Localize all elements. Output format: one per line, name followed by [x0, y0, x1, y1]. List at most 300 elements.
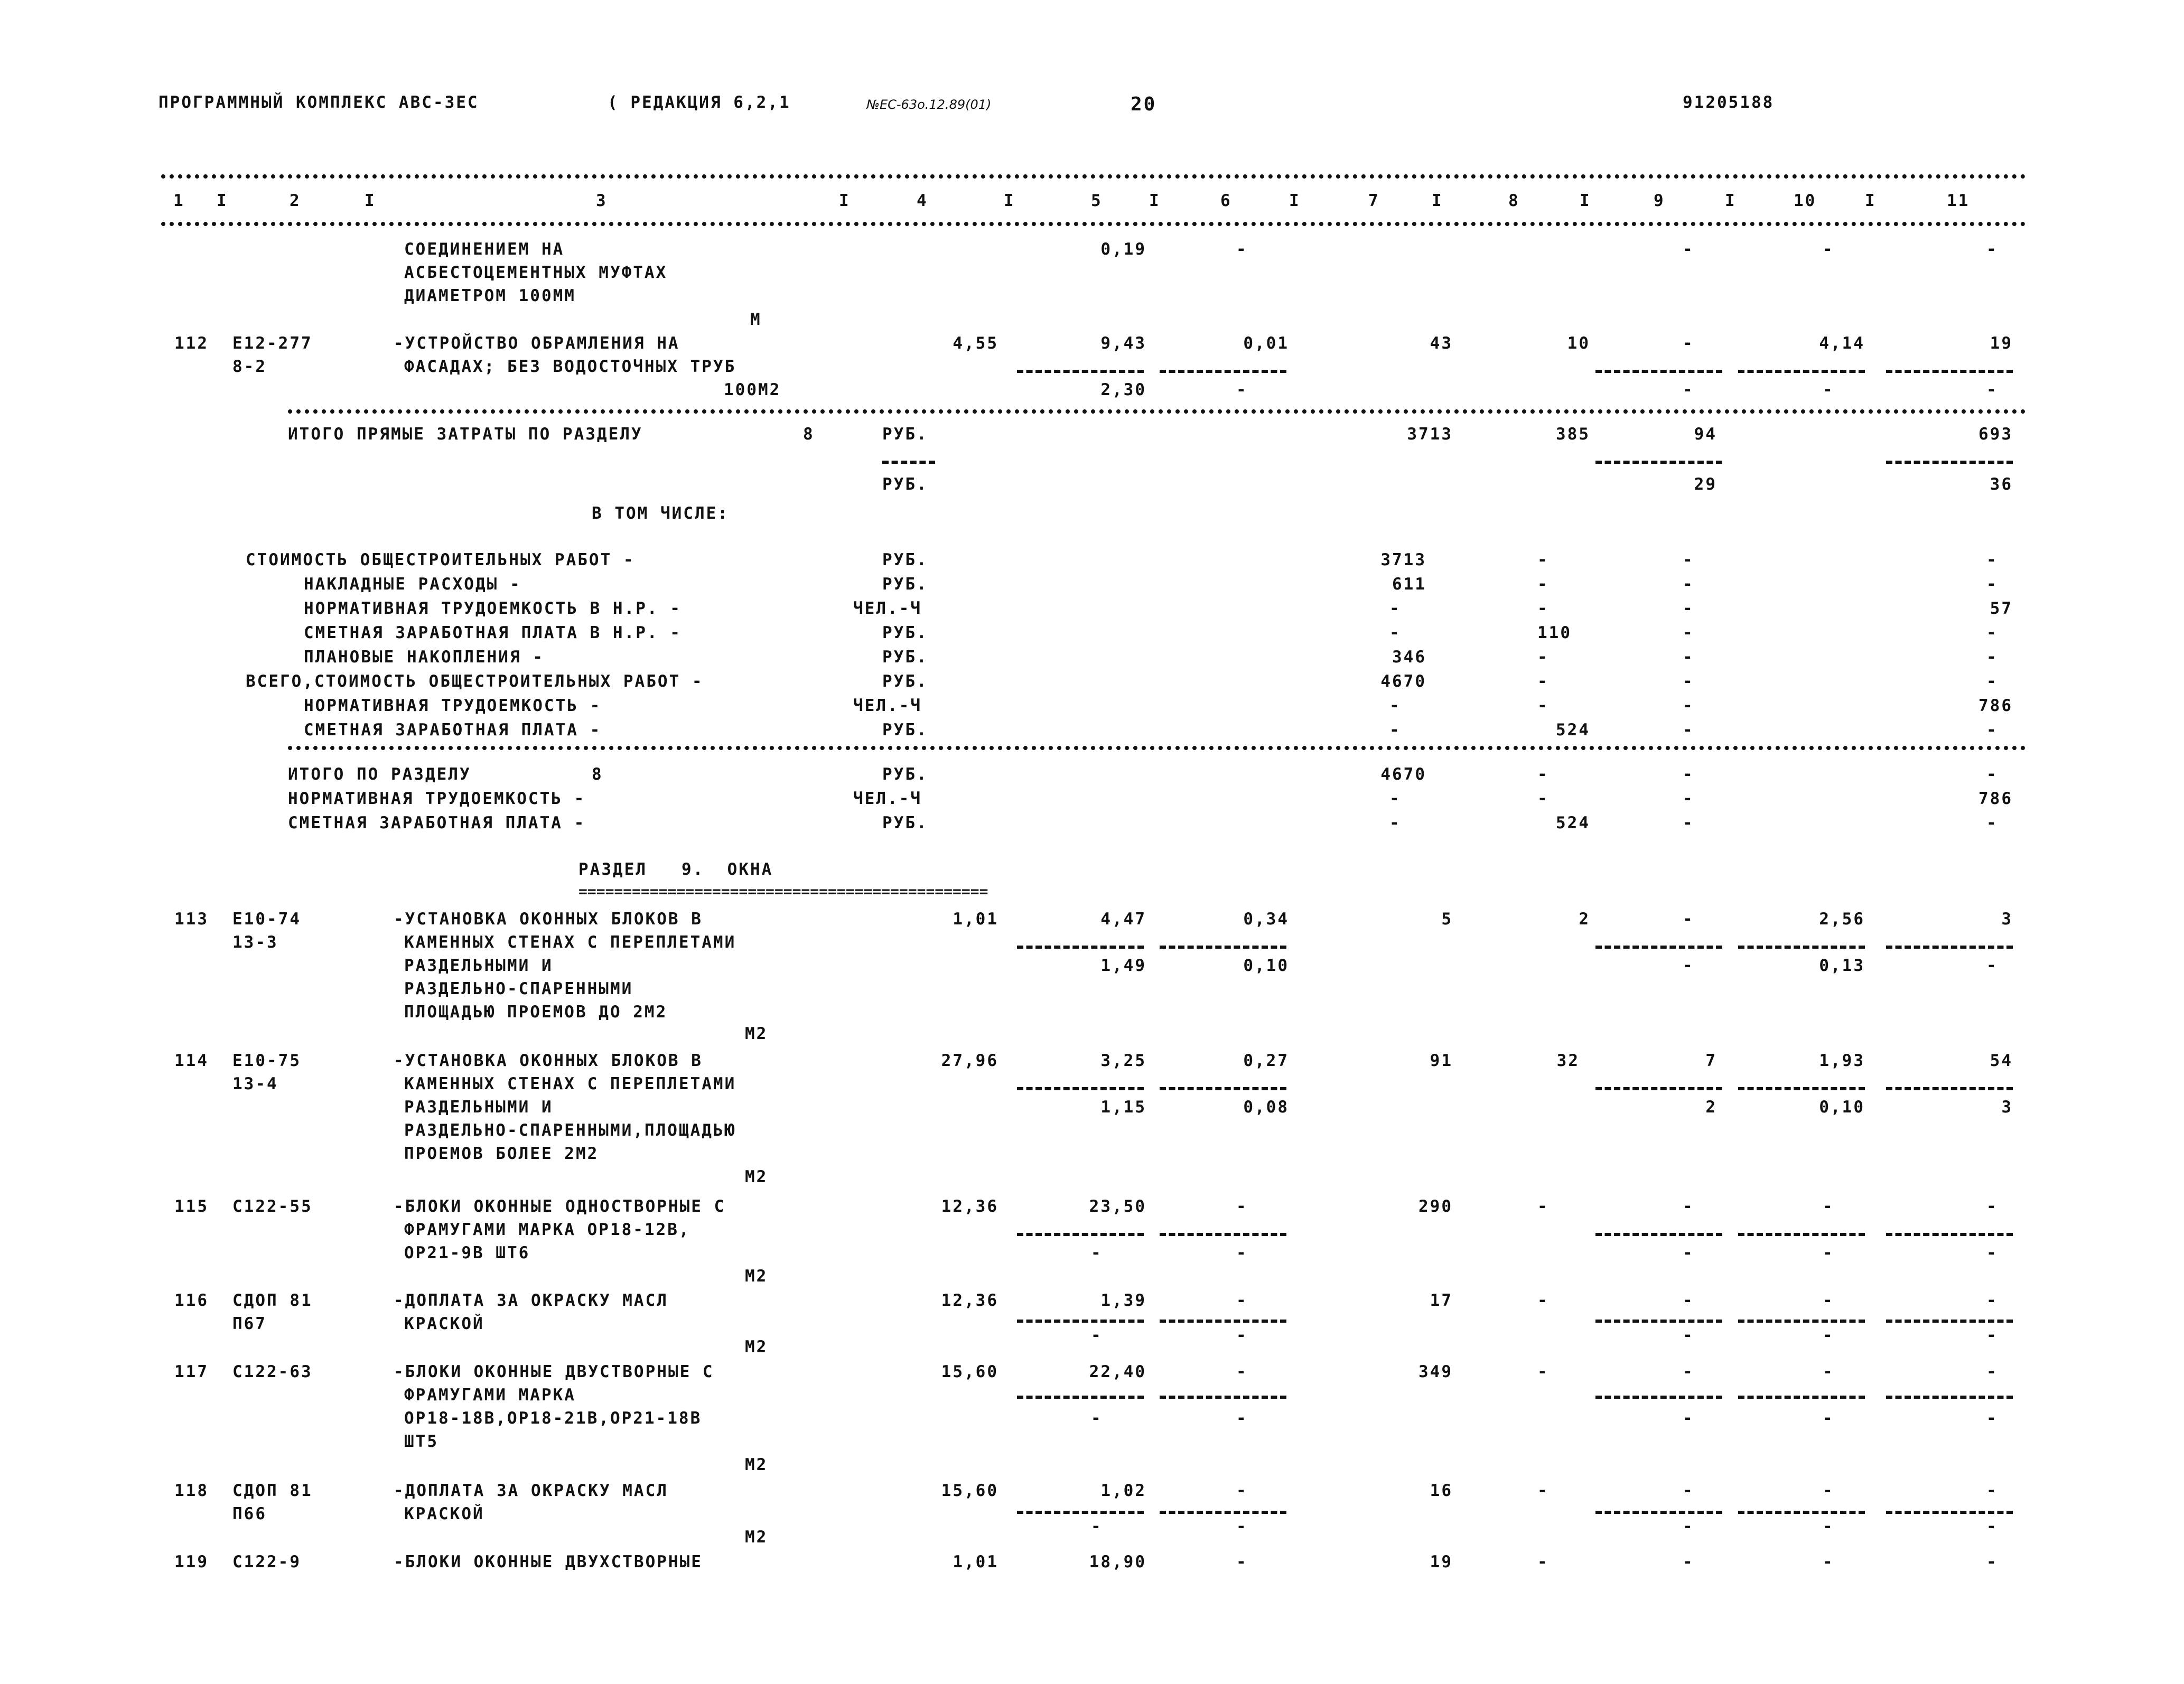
row-number: 118: [174, 1481, 209, 1500]
total-c7: 3713: [1407, 425, 1453, 444]
column-separator: I: [1725, 191, 1737, 210]
summary-c9: -: [1683, 599, 1694, 618]
cell-divider: [1886, 461, 2013, 464]
cell-c8: -: [1537, 1481, 1549, 1500]
total-c9-sub: 29: [1694, 475, 1717, 494]
summary-c8: -: [1537, 599, 1549, 618]
cell-c10: 4,14: [1819, 334, 1865, 353]
column-separator: I: [1580, 191, 1591, 210]
cell-c9: -: [1683, 240, 1694, 259]
column-separator: I: [217, 191, 228, 210]
cell-c10-sub: 0,10: [1819, 1098, 1865, 1117]
summary-c9: -: [1683, 550, 1694, 569]
cell-c11: 54: [1990, 1051, 2013, 1070]
row-code: Е10-74: [232, 910, 301, 929]
cell-c7: 16: [1430, 1481, 1453, 1500]
row-desc: КРАСКОЙ: [404, 1314, 484, 1333]
section-total-number: 8: [592, 765, 603, 784]
summary-label: СТОИМОСТЬ ОБЩЕСТРОИТЕЛЬНЫХ РАБОТ -: [246, 550, 635, 569]
cell-divider: [1160, 1233, 1286, 1236]
summary-c7: -: [1389, 623, 1401, 642]
row-unit: 100М2: [724, 380, 781, 399]
cell-c5: 3,25: [1100, 1051, 1146, 1070]
cell-c4: 12,36: [941, 1197, 998, 1216]
cell-c6: -: [1236, 1291, 1248, 1310]
row-desc: КАМЕННЫХ СТЕНАХ С ПЕРЕПЛЕТАМИ: [404, 933, 736, 952]
total-section-number: 8: [803, 425, 815, 444]
row-unit: М2: [745, 1455, 768, 1474]
cell-c10: -: [1823, 1362, 1834, 1381]
cell-c6: 0,34: [1243, 910, 1289, 929]
cell-c9-sub: -: [1683, 956, 1694, 975]
row-desc: ОР21-9В ШТ6: [404, 1243, 530, 1262]
total-unit: РУБ.: [882, 425, 928, 444]
cell-c9-sub: -: [1683, 380, 1694, 399]
summary-unit: РУБ.: [882, 721, 928, 740]
row-unit: М2: [745, 1167, 768, 1186]
section-total-c8: -: [1537, 765, 1549, 784]
summary-label: НАКЛАДНЫЕ РАСХОДЫ -: [304, 575, 521, 594]
row-code: Е10-75: [232, 1051, 301, 1070]
section-total-c11: 786: [1978, 789, 2013, 808]
cell-divider: [1160, 1320, 1286, 1323]
row-desc: -УСТАНОВКА ОКОННЫХ БЛОКОВ В: [394, 1051, 703, 1070]
row-code: П66: [232, 1504, 267, 1523]
rule-section-end: [288, 409, 2026, 414]
column-number: 6: [1220, 191, 1232, 210]
cell-c10: 2,56: [1819, 910, 1865, 929]
cell-c4: 15,60: [941, 1481, 998, 1500]
summary-c9: -: [1683, 696, 1694, 715]
rule-summary-end: [288, 746, 2026, 750]
cell-c6-sub: -: [1236, 380, 1248, 399]
cell-c6-sub: -: [1236, 1243, 1248, 1262]
cell-c7: 17: [1430, 1291, 1453, 1310]
cell-c6: -: [1236, 240, 1248, 259]
summary-c8: -: [1537, 672, 1549, 691]
cell-c8: 10: [1567, 334, 1590, 353]
cell-c8: -: [1537, 1197, 1549, 1216]
summary-label: НОРМАТИВНАЯ ТРУДОЕМКОСТЬ В Н.Р. -: [304, 599, 682, 618]
cell-c9: -: [1683, 1362, 1694, 1381]
row-desc: ОР18-18В,ОР18-21В,ОР21-18В: [404, 1409, 702, 1428]
cell-divider: [1595, 946, 1722, 949]
cell-c5-sub: -: [1091, 1243, 1103, 1262]
row-code: СДОП 81: [232, 1481, 313, 1500]
section-title-underline: ==============================================: [578, 883, 988, 900]
summary-label: НОРМАТИВНАЯ ТРУДОЕМКОСТЬ -: [304, 696, 602, 715]
cell-divider: [1595, 461, 1722, 464]
summary-label: ПЛАНОВЫЕ НАКОПЛЕНИЯ -: [304, 648, 544, 667]
cell-divider: [1017, 1233, 1144, 1236]
column-number: 4: [917, 191, 928, 210]
total-c8: 385: [1556, 425, 1590, 444]
cell-c5-sub: -: [1091, 1326, 1103, 1345]
row-unit: М2: [745, 1337, 768, 1356]
row-desc: ШТ5: [404, 1432, 438, 1451]
cell-c10: 1,93: [1819, 1051, 1865, 1070]
cell-c5-sub: -: [1091, 1517, 1103, 1536]
row-code: Е12-277: [232, 334, 313, 353]
column-number: 10: [1794, 191, 1817, 210]
cell-divider: [1160, 1396, 1286, 1399]
cell-c6: -: [1236, 1552, 1248, 1571]
row-code: С122-63: [232, 1362, 313, 1381]
row-code: СДОП 81: [232, 1291, 313, 1310]
column-number: 9: [1654, 191, 1665, 210]
summary-c8: -: [1537, 550, 1549, 569]
cell-c6: -: [1236, 1481, 1248, 1500]
cell-c6-sub: 0,10: [1243, 956, 1289, 975]
column-separator: I: [365, 191, 376, 210]
cell-divider: [1595, 370, 1722, 373]
section-total-c8: 524: [1556, 813, 1590, 832]
column-number: 3: [596, 191, 608, 210]
cell-c9-sub: -: [1683, 1326, 1694, 1345]
cell-divider: [1738, 370, 1865, 373]
summary-c7: 611: [1392, 575, 1426, 594]
total-c9: 94: [1694, 425, 1717, 444]
summary-c11: -: [1986, 721, 1998, 740]
row-unit: М2: [745, 1024, 768, 1043]
cell-c11: -: [1986, 1481, 1998, 1500]
cell-c11-sub: -: [1986, 1517, 1998, 1536]
row-desc: ДИАМЕТРОМ 100ММ: [404, 286, 576, 305]
summary-unit: РУБ.: [882, 648, 928, 667]
summary-c11: -: [1986, 672, 1998, 691]
summary-c11: -: [1986, 550, 1998, 569]
cell-c9: -: [1683, 1291, 1694, 1310]
column-number: 5: [1091, 191, 1103, 210]
section-total-c11: -: [1986, 765, 1998, 784]
section-total-unit: РУБ.: [882, 813, 928, 832]
column-separator: I: [1432, 191, 1443, 210]
cell-divider: [1738, 1233, 1865, 1236]
cell-c7: 5: [1441, 910, 1453, 929]
summary-c7: -: [1389, 721, 1401, 740]
total-c11: 693: [1978, 425, 2013, 444]
cell-c7: 19: [1430, 1552, 1453, 1571]
cell-divider: [1017, 1396, 1144, 1399]
column-number: 7: [1368, 191, 1380, 210]
cell-divider: [1595, 1087, 1722, 1090]
column-number: 2: [290, 191, 301, 210]
row-code: С122-9: [232, 1552, 301, 1571]
cell-c4: 1,01: [953, 910, 998, 929]
summary-c9: -: [1683, 721, 1694, 740]
cell-divider: [1595, 1396, 1722, 1399]
section-total-c7: 4670: [1380, 765, 1426, 784]
rule-top: [161, 174, 2026, 179]
section-total-c11: -: [1986, 813, 1998, 832]
cell-c4: 12,36: [941, 1291, 998, 1310]
cell-divider: [1886, 1233, 2013, 1236]
cell-c11: 3: [2001, 910, 2013, 929]
cell-divider: [1886, 370, 2013, 373]
page-number: 20: [1131, 93, 1157, 115]
section-total-c8: -: [1537, 789, 1549, 808]
cell-c5-sub: -: [1091, 1409, 1103, 1428]
cell-c9: -: [1683, 334, 1694, 353]
summary-c7: 4670: [1380, 672, 1426, 691]
column-number: 11: [1947, 191, 1970, 210]
cell-c11-sub: -: [1986, 1409, 1998, 1428]
cell-divider: [1738, 1396, 1865, 1399]
cell-c11-sub: 3: [2001, 1098, 2013, 1117]
cell-c8: 2: [1579, 910, 1590, 929]
cell-c6-sub: -: [1236, 1517, 1248, 1536]
cell-c5: 22,40: [1089, 1362, 1146, 1381]
cell-c9: -: [1683, 910, 1694, 929]
including-heading: В ТОМ ЧИСЛЕ:: [592, 504, 729, 523]
cell-divider: [1738, 1511, 1865, 1514]
cell-divider: [1595, 1320, 1722, 1323]
row-unit: М: [750, 310, 762, 329]
row-number: 115: [174, 1197, 209, 1216]
cell-c9: -: [1683, 1197, 1694, 1216]
row-desc: ФРАМУГАМИ МАРКА: [404, 1386, 576, 1405]
cell-divider: [1738, 1320, 1865, 1323]
row-unit: М2: [745, 1267, 768, 1286]
column-number: 1: [173, 191, 185, 210]
cell-c6: -: [1236, 1362, 1248, 1381]
summary-c8: -: [1537, 575, 1549, 594]
row-desc: РАЗДЕЛЬНО-СПАРЕННЫМИ,ПЛОЩАДЬЮ: [404, 1121, 736, 1140]
cell-c6: 0,27: [1243, 1051, 1289, 1070]
cell-c7: 91: [1430, 1051, 1453, 1070]
column-separator: I: [1289, 191, 1301, 210]
summary-c8: -: [1537, 648, 1549, 667]
row-code: 13-3: [232, 933, 278, 952]
row-desc: АСБЕСТОЦЕМЕНТНЫХ МУФТАХ: [404, 263, 668, 282]
cell-c10: -: [1823, 1291, 1834, 1310]
summary-c11: -: [1986, 623, 1998, 642]
column-number: 8: [1508, 191, 1520, 210]
cell-c11: 19: [1990, 334, 2013, 353]
row-desc: ФРАМУГАМИ МАРКА ОР18-12В,: [404, 1220, 690, 1239]
cell-divider: [1017, 1511, 1144, 1514]
summary-c7: -: [1389, 696, 1401, 715]
summary-c8: 110: [1537, 623, 1572, 642]
edition-note: №ЕС-63о.12.89(01): [866, 97, 992, 112]
cell-c5-sub: 2,30: [1100, 380, 1146, 399]
cell-divider: [1886, 946, 2013, 949]
cell-c7: 349: [1418, 1362, 1453, 1381]
summary-unit: ЧЕЛ.-Ч: [853, 696, 922, 715]
cell-divider: [1160, 370, 1286, 373]
summary-c11: 57: [1990, 599, 2013, 618]
cell-c10: -: [1823, 1197, 1834, 1216]
summary-c9: -: [1683, 672, 1694, 691]
cell-c9: 7: [1705, 1051, 1717, 1070]
row-desc: -УСТРОЙСТВО ОБРАМЛЕНИЯ НА: [394, 334, 680, 353]
cell-divider: [1017, 1087, 1144, 1090]
total-c11-sub: 36: [1990, 475, 2013, 494]
section-total-c9: -: [1683, 813, 1694, 832]
summary-c8: -: [1537, 696, 1549, 715]
cell-c8: -: [1537, 1291, 1549, 1310]
cell-c9-sub: 2: [1705, 1098, 1717, 1117]
cell-c5: 18,90: [1089, 1552, 1146, 1571]
cell-c9: -: [1683, 1552, 1694, 1571]
summary-c7: 346: [1392, 648, 1426, 667]
cell-c5: 0,19: [1100, 240, 1146, 259]
cell-c6: 0,01: [1243, 334, 1289, 353]
row-number: 119: [174, 1552, 209, 1571]
summary-unit: РУБ.: [882, 672, 928, 691]
document-code: 91205188: [1683, 93, 1775, 112]
row-desc: -ДОПЛАТА ЗА ОКРАСКУ МАСЛ: [394, 1291, 668, 1310]
cell-c11-sub: -: [1986, 380, 1998, 399]
row-number: 113: [174, 910, 209, 929]
summary-c11: -: [1986, 575, 1998, 594]
row-code: С122-55: [232, 1197, 313, 1216]
cell-c5: 1,39: [1100, 1291, 1146, 1310]
column-separator: I: [1004, 191, 1015, 210]
row-desc: СОЕДИНЕНИЕМ НА: [404, 240, 565, 259]
cell-c11: -: [1986, 1552, 1998, 1571]
cell-c11-sub: -: [1986, 956, 1998, 975]
section-title: РАЗДЕЛ 9. ОКНА: [578, 860, 773, 879]
row-number: 117: [174, 1362, 209, 1381]
cell-divider: [1886, 1087, 2013, 1090]
row-code: П67: [232, 1314, 267, 1333]
row-desc: -БЛОКИ ОКОННЫЕ ДВУСТВОРНЫЕ С: [394, 1362, 714, 1381]
cell-c11: -: [1986, 1291, 1998, 1310]
summary-label: СМЕТНАЯ ЗАРАБОТНАЯ ПЛАТА -: [304, 721, 602, 740]
cell-divider: [1017, 946, 1144, 949]
cell-c11: -: [1986, 240, 1998, 259]
cell-c10-sub: -: [1823, 1243, 1834, 1262]
summary-unit: РУБ.: [882, 575, 928, 594]
cell-c10-sub: -: [1823, 380, 1834, 399]
row-desc: ПЛОЩАДЬЮ ПРОЕМОВ ДО 2М2: [404, 1003, 668, 1022]
cell-c9-sub: -: [1683, 1517, 1694, 1536]
cell-divider: [1738, 1087, 1865, 1090]
column-separator: I: [1149, 191, 1161, 210]
summary-unit: РУБ.: [882, 550, 928, 569]
cell-c5-sub: 1,49: [1100, 956, 1146, 975]
total-unit-sub: РУБ.: [882, 475, 928, 494]
row-desc: РАЗДЕЛЬНО-СПАРЕННЫМИ: [404, 979, 633, 998]
row-desc: -БЛОКИ ОКОННЫЕ ДВУХСТВОРНЫЕ: [394, 1552, 703, 1571]
cell-c6-sub: -: [1236, 1409, 1248, 1428]
section-total-c7: -: [1389, 813, 1401, 832]
cell-divider: [1886, 1396, 2013, 1399]
cell-c4: 1,01: [953, 1552, 998, 1571]
summary-c8: 524: [1556, 721, 1590, 740]
summary-unit: РУБ.: [882, 623, 928, 642]
cell-c10-sub: 0,13: [1819, 956, 1865, 975]
row-unit: М2: [745, 1528, 768, 1547]
cell-c5: 23,50: [1089, 1197, 1146, 1216]
column-separator: I: [839, 191, 851, 210]
section-total-unit: РУБ.: [882, 765, 928, 784]
cell-c11: -: [1986, 1362, 1998, 1381]
row-number: 112: [174, 334, 209, 353]
summary-c9: -: [1683, 648, 1694, 667]
cell-c5-sub: 1,15: [1100, 1098, 1146, 1117]
total-label: ИТОГО ПРЯМЫЕ ЗАТРАТЫ ПО РАЗДЕЛУ: [288, 425, 643, 444]
unit-divider: [882, 461, 935, 464]
summary-c7: 3713: [1380, 550, 1426, 569]
cell-divider: [1160, 946, 1286, 949]
edition-label: ( РЕДАКЦИЯ 6,2,1: [608, 93, 791, 112]
section-total-unit: ЧЕЛ.-Ч: [853, 789, 922, 808]
cell-divider: [1017, 1320, 1144, 1323]
row-code: 13-4: [232, 1074, 278, 1093]
row-desc: КРАСКОЙ: [404, 1504, 484, 1523]
row-desc: -БЛОКИ ОКОННЫЕ ОДНОСТВОРНЫЕ С: [394, 1197, 726, 1216]
cell-divider: [1886, 1320, 2013, 1323]
row-desc: КАМЕННЫХ СТЕНАХ С ПЕРЕПЛЕТАМИ: [404, 1074, 736, 1093]
row-desc: РАЗДЕЛЬНЫМИ И: [404, 1098, 553, 1117]
cell-c8: -: [1537, 1362, 1549, 1381]
row-desc: -УСТАНОВКА ОКОННЫХ БЛОКОВ В: [394, 910, 703, 929]
cell-c8: -: [1537, 1552, 1549, 1571]
summary-c11: 786: [1978, 696, 2013, 715]
row-desc: РАЗДЕЛЬНЫМИ И: [404, 956, 553, 975]
cell-c6: -: [1236, 1197, 1248, 1216]
summary-c9: -: [1683, 623, 1694, 642]
section-total-c9: -: [1683, 789, 1694, 808]
row-desc: ФАСАДАХ; БЕЗ ВОДОСТОЧНЫХ ТРУБ: [404, 357, 736, 376]
row-desc: ПРОЕМОВ БОЛЕЕ 2М2: [404, 1144, 599, 1163]
cell-c7: 290: [1418, 1197, 1453, 1216]
column-separator: I: [1865, 191, 1877, 210]
cell-c4: 15,60: [941, 1362, 998, 1381]
cell-c9: -: [1683, 1481, 1694, 1500]
cell-c10-sub: -: [1823, 1517, 1834, 1536]
cell-c8: 32: [1556, 1051, 1580, 1070]
cell-c5: 1,02: [1100, 1481, 1146, 1500]
cell-c11-sub: -: [1986, 1326, 1998, 1345]
cell-c10: -: [1823, 240, 1834, 259]
summary-label: СМЕТНАЯ ЗАРАБОТНАЯ ПЛАТА В Н.Р. -: [304, 623, 682, 642]
summary-c9: -: [1683, 575, 1694, 594]
cell-divider: [1017, 370, 1144, 373]
cell-divider: [1595, 1511, 1722, 1514]
cell-divider: [1886, 1511, 2013, 1514]
cell-divider: [1160, 1511, 1286, 1514]
summary-label: ВСЕГО,СТОИМОСТЬ ОБЩЕСТРОИТЕЛЬНЫХ РАБОТ -: [246, 672, 704, 691]
cell-c11: -: [1986, 1197, 1998, 1216]
row-code: 8-2: [232, 357, 267, 376]
section-total-c7: -: [1389, 789, 1401, 808]
cell-divider: [1738, 946, 1865, 949]
cell-c5: 4,47: [1100, 910, 1146, 929]
section-total-c9: -: [1683, 765, 1694, 784]
summary-c11: -: [1986, 648, 1998, 667]
cell-c9-sub: -: [1683, 1409, 1694, 1428]
cell-c10: -: [1823, 1481, 1834, 1500]
cell-divider: [1160, 1087, 1286, 1090]
summary-unit: ЧЕЛ.-Ч: [853, 599, 922, 618]
cell-c10-sub: -: [1823, 1326, 1834, 1345]
cell-divider: [1595, 1233, 1722, 1236]
cell-c4: 27,96: [941, 1051, 998, 1070]
cell-c5: 9,43: [1100, 334, 1146, 353]
section-total-label: НОРМАТИВНАЯ ТРУДОЕМКОСТЬ -: [288, 789, 586, 808]
cell-c11-sub: -: [1986, 1243, 1998, 1262]
summary-c7: -: [1389, 599, 1401, 618]
cell-c4: 4,55: [953, 334, 998, 353]
cell-c6-sub: -: [1236, 1326, 1248, 1345]
cell-c7: 43: [1430, 334, 1453, 353]
row-number: 114: [174, 1051, 209, 1070]
cell-c9-sub: -: [1683, 1243, 1694, 1262]
section-total-label: ИТОГО ПО РАЗДЕЛУ: [288, 765, 471, 784]
